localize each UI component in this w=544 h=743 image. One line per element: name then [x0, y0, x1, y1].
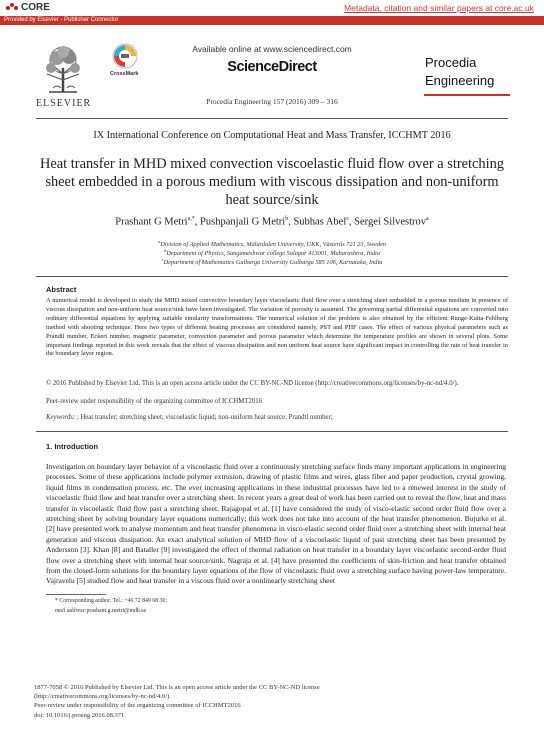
- footnote-line1: Corresponding author. Tel.: +46 72 849 68 30;: [59, 598, 167, 604]
- email-footnote: [55, 608, 146, 614]
- keywords-label: Keywords:: [46, 414, 76, 421]
- core-logo-icon: [6, 3, 18, 13]
- abstract-heading: Abstract: [46, 285, 77, 294]
- introduction-body: Investigation on boundary layer behavior of a viscoelastic fluid over a continuously stretching surface finds many important applications in engineering processes. Some of these applications include polymer extrusion, drawing of plastic films and wires, glass fiber and paper production, crystal growing, liquid films in condensation process, etc. The ever increasing applications in these industrial processes have led to a renewed interest in the study of viscoelastic fluid flow and heat transfer over a stretching sheet. In recent years a great deal of work has been carried out to reveal the flow, heat and mass transfer in viscoelastic fluid flow past a stretching sheet. Rajagopal et al. [1] have considered the study of visco-elastic second order fluid flow over a stretching sheet by solving boundary layer equations numerically; this work does not take into account of the heat transfer phenomenon. Bujurke et al. [2] have presented work to analyse momentum and heat transfer phenomena in visco-elastic second order fluid over a stretching sheet with internal heat generation and viscous dissipation. An exact analytical solution of MHD flow of a viscoelastic liquid of past stretching sheet has been presented by Andersson [3]. Khan [8] and Bataller [9] investigated the effect of thermal radiation on heat transfer in a boundary layer viscoelastic second-order fluid flow over a stretching sheet with internal heat source/sink. Nagraja et al. [4] have presented the coefficients of skin-friction and heat transfer obtained from the closed-form solutions for the boundary layer equations of the flow of viscoelastic fluid over a stretching surface having power-law temperature. Vajravelu [5] studied flow and heat transfer in a viscous fluid over a nonlinearly stretching sheet: [46, 462, 506, 586]
- doi[interactable]: doi: 10.1016/j.proeng.2016.08.371: [34, 711, 125, 719]
- conference-name: IX International Conference on Computational Heat and Mass Transfer, ICCHMT 2016: [93, 130, 451, 141]
- affiliation: [40, 248, 504, 257]
- publisher-wordmark: ELSEVIER: [36, 98, 92, 109]
- header-divider: [36, 118, 508, 119]
- keywords-list: ; Heat transfer; stretching sheet; viscoelastic liquid; non-uniform heat source; Prandtl number;: [75, 414, 333, 421]
- email-label: mail address:: [55, 608, 87, 614]
- available-online-text: Available online at www.sciencedirect.com: [192, 44, 352, 54]
- journal-name-line1: Procedia: [425, 55, 477, 70]
- affiliation: [40, 257, 504, 266]
- peer-review-note: Peer-review under responsibility of the organizing committee of ICCHMT2016: [46, 398, 263, 405]
- affiliation-text: Department of Mathematics Gulbarga University Gulbarga 585 106, Karnataka, India: [163, 259, 383, 267]
- affiliation-sup: b: [164, 248, 167, 253]
- author-sup: a: [426, 216, 429, 222]
- author-sup: b: [285, 216, 289, 222]
- section-heading: 1. Introduction: [46, 442, 99, 451]
- footnote-rule: [46, 594, 106, 595]
- bottom-peer-review: Peer-review under responsibility of the organizing committee of ICCHMT2016: [34, 702, 241, 710]
- author-name: Prashant G Metri: [115, 216, 188, 228]
- corresponding-author-footnote: [55, 598, 167, 604]
- elsevier-tree-logo: [37, 44, 89, 96]
- keywords: [46, 414, 333, 421]
- core-metadata-link[interactable]: Metadata, citation and similar papers at core.ac.uk: [344, 3, 534, 13]
- author-sup: c: [346, 216, 349, 222]
- provided-by-text: Provided by Elsevier - Publisher Connector: [4, 17, 119, 23]
- author-list: Prashant G Metri$^{a,*}$, Pushpanjali G Metri$^b$, Subhas Abel$^c$, Sergei Silvestrov$^a$: [115, 216, 429, 228]
- crossmark-label: CrossMark: [110, 71, 139, 77]
- author-name: Sergei Silvestrov: [354, 216, 427, 228]
- abstract-top-rule: [36, 276, 508, 277]
- footnote-marker: *: [55, 598, 58, 604]
- core-logo-text: CORE: [21, 2, 50, 13]
- author-name: Subhas Abel: [293, 216, 347, 228]
- crossmark-icon[interactable]: [112, 43, 138, 69]
- journal-reference: Procedia Engineering 157 (2016) 309 – 316: [206, 97, 338, 106]
- affiliation: [40, 239, 504, 248]
- license-url[interactable]: (http://creativecommons.org/licenses/by-nc-nd/4.0/).: [34, 693, 171, 701]
- journal-name-line2: Engineering: [425, 73, 495, 88]
- paper-title: Heat transfer in MHD mixed convection viscoelastic fluid flow over a stretching sheet embedded in a porous medium with viscous dissipation and non-uniform heat source/sink: [40, 156, 504, 208]
- affiliation-text: Division of Applied Mathematics, Mälardalen University, UKK, Västerås 721 23, Sweden: [160, 241, 386, 249]
- core-logo[interactable]: [6, 2, 50, 13]
- abstract-bottom-rule: [36, 431, 508, 432]
- journal-accent-rule: [424, 94, 510, 96]
- bottom-publication-info: [34, 683, 504, 720]
- issn-line: 1877-7058 © 2016 Published by Elsevier Ltd. This is an open access article under the CC BY-NC-ND license: [34, 684, 320, 691]
- affiliation-sup: a: [158, 239, 161, 244]
- author-sup: a,*: [187, 216, 195, 222]
- abstract-body: A numerical model is developed to study the MHD mixed convective boundary layer viscoelastic fluid flow over a stretching sheet embedded in a porous medium in presence of viscous dissipation and non-uniform heat source/sink have been investigated. The variation of porosity is assumed. The governing partial differential equations are converted into ordinary differential equations by applying suitable similarity transformations. The numerical solution of the problem is also obtained by the efficient Runge-Kutta-Fehlberg method with shooting technique. Here two types of different heating processes are considered namely, PST and PHF cases. The effect of various physical parameters such as Prandtl number, Eckert number, magnetic parameter, convection parameter and porous parameter which determine the temperature profiles are shown in several plots. Some important findings reported in this work reveals that the effect of viscous dissipation and non uniform heat source have significant impact in controlling the rate of heat transfer in the boundary layer region.: [46, 297, 508, 358]
- copyright-notice: © 2016 Published by Elsevier Ltd. This is an open access article under the CC BY-NC-ND license (http://creativecommons.org/licenses/by-nc-nd/4.0/).: [46, 380, 459, 387]
- journal-name: [425, 54, 511, 90]
- email-value[interactable]: prashant.g.metri@mdh.se: [86, 608, 147, 614]
- affiliation-sup: c: [161, 257, 164, 262]
- affiliation-text: Department of Physics, Sangameshwar college Solapur 413001, Maharashtra, India: [166, 250, 380, 258]
- author-name: Pushpanjali G Metri: [200, 216, 286, 228]
- sciencedirect-wordmark: ScienceDirect: [227, 59, 317, 75]
